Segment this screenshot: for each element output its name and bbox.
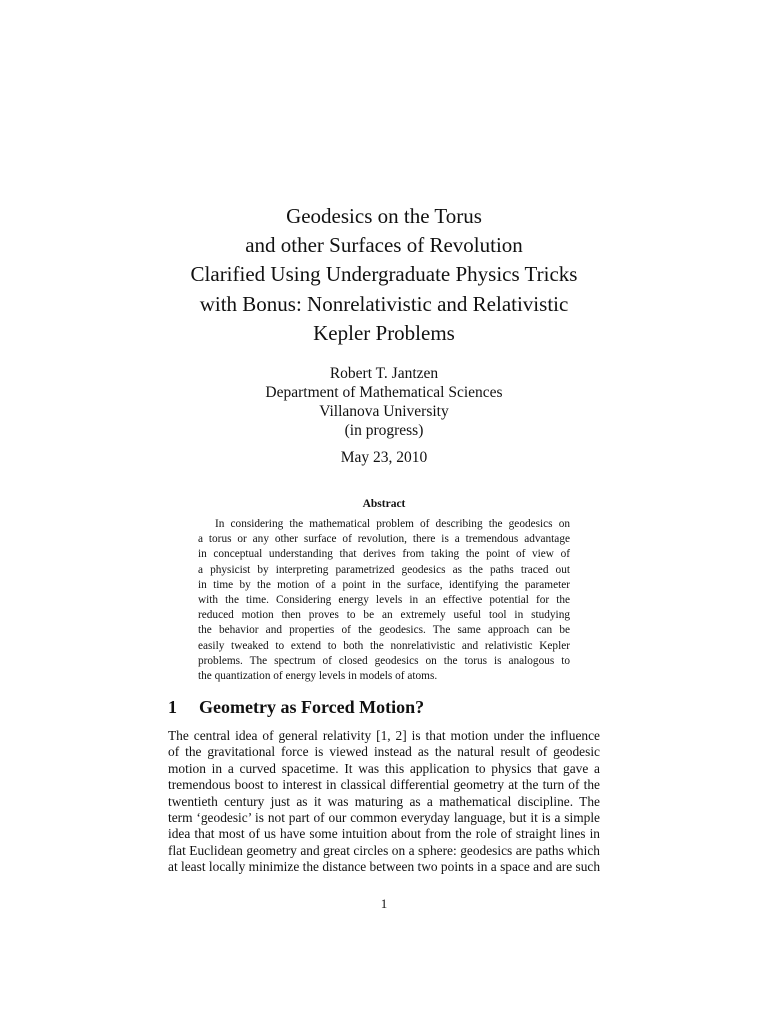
body-line: of the gravitational force is viewed instead as the natural result of geodesic (168, 744, 600, 760)
body-line: at least locally minimize the distance between two points in a space and are such (168, 859, 601, 875)
section-number: 1 (168, 697, 177, 717)
paper-date: May 23, 2010 (340, 449, 428, 466)
title-line: and other Surfaces of Revolution (245, 233, 523, 258)
abstract-line: the quantization of energy levels in models of atoms. (198, 670, 438, 683)
abstract-line: the behavior and properties of the geodesics. The same approach can be (198, 624, 570, 637)
abstract-line: In considering the mathematical problem of describing the geodesics on (215, 518, 570, 530)
abstract-line: a physicist by interpreting parametrized geodesics as the paths traced out (198, 563, 570, 576)
page-number: 1 (380, 896, 388, 911)
body-line: flat Euclidean geometry and great circles on a sphere: geodesics are paths which (168, 842, 600, 858)
section-body (168, 728, 600, 876)
title-line: Geodesics on the Torus (286, 204, 482, 228)
abstract-line: problems. The spectrum of closed geodesics on the torus is analogous to (198, 654, 570, 667)
abstract-line: in conceptual understanding that derives from taking the point of view of (198, 548, 570, 561)
body-line: tremendous boost to interest in classical differential geometry at the turn of the (168, 777, 600, 793)
author-name: Robert T. Jantzen (329, 365, 439, 382)
author-block (120, 364, 648, 440)
abstract-body (198, 517, 570, 684)
abstract-heading: Abstract (362, 498, 406, 510)
title-line: with Bonus: Nonrelativistic and Relativistic (199, 291, 569, 316)
section-title: Geometry as Forced Motion? (199, 697, 425, 717)
abstract-line: easily tweaked to extend to both the nonrelativistic and relativistic Kepler (198, 639, 570, 652)
title-line: Kepler Problems (313, 320, 455, 345)
title-line: Clarified Using Undergraduate Physics Tricks (190, 262, 578, 287)
body-line: The central idea of general relativity [1, 2] is that motion under the influence (168, 728, 600, 743)
body-line: term ‘geodesic’ is not part of our common everyday language, but it is a simple (168, 810, 600, 826)
abstract-line: a torus or any other surface of revolution, there is a tremendous advantage (198, 533, 570, 546)
paper-title (120, 202, 648, 348)
abstract-line: in time by the motion of a point in the surface, identifying the parameter (198, 578, 570, 591)
author-department: Department of Mathematical Sciences (265, 384, 503, 401)
abstract-line: with the time. Considering energy levels in an effective potential for the (198, 594, 570, 607)
paper-status: (in progress) (344, 422, 424, 439)
abstract-line: reduced motion then proves to be an extremely useful tool in studying (198, 609, 570, 622)
author-university: Villanova University (319, 403, 449, 420)
body-line: motion in a curved spacetime. It was this application to physics that gave a (168, 760, 600, 776)
section-heading (168, 696, 424, 718)
body-line: idea that most of us have some intuition about from the role of straight lines in (168, 826, 600, 842)
body-line: twentieth century just as it was maturing as a mathematical discipline. The (168, 793, 600, 809)
